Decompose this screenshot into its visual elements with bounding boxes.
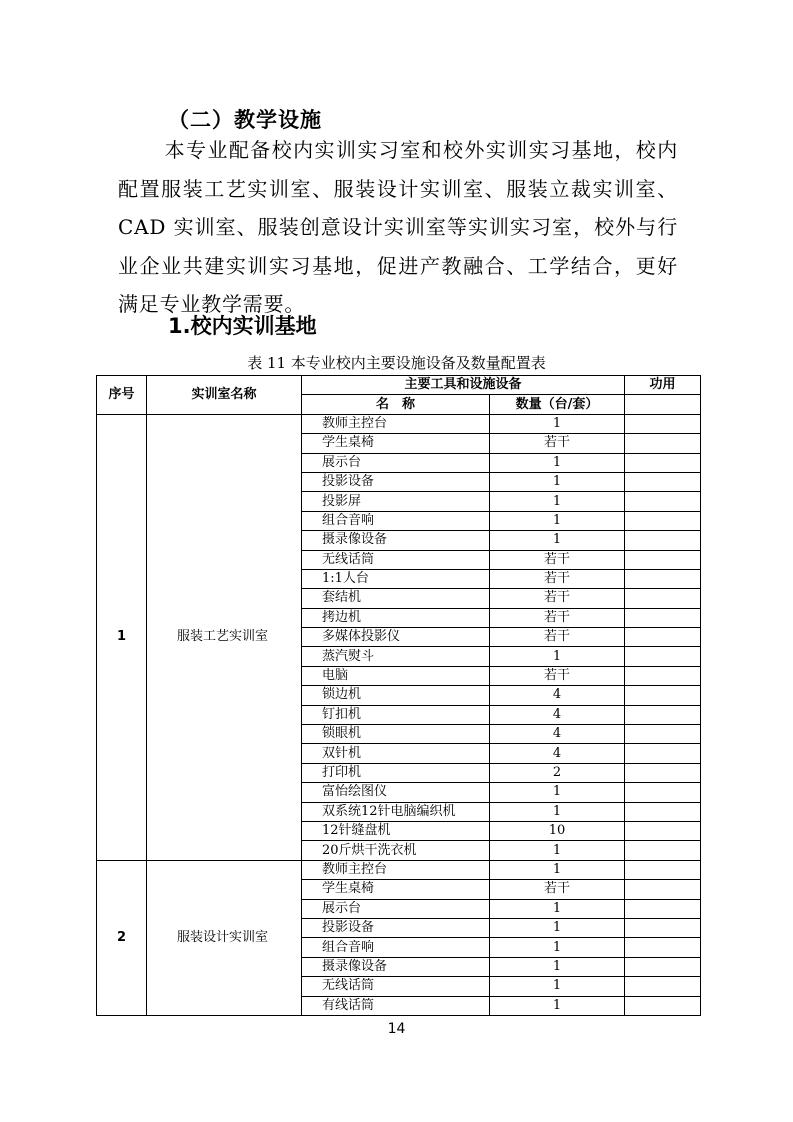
equipment-qty-cell: 若干 (490, 880, 625, 899)
equipment-function-cell (625, 918, 701, 937)
equipment-name-cell: 双针机 (302, 744, 490, 763)
equipment-qty-cell: 1 (490, 977, 625, 996)
equipment-name-cell: 20斤烘干洗衣机 (302, 841, 490, 860)
equipment-qty-cell: 1 (490, 492, 625, 511)
equipment-function-cell (625, 860, 701, 879)
equipment-function-cell (625, 821, 701, 840)
room-name-cell: 服装设计实训室 (147, 860, 302, 1015)
equipment-function-cell (625, 841, 701, 860)
equipment-qty-cell: 1 (490, 957, 625, 976)
room-seq-cell: 1 (97, 414, 147, 860)
equipment-function-cell (625, 686, 701, 705)
equipment-function-cell (625, 763, 701, 782)
equipment-qty-cell: 1 (490, 996, 625, 1015)
page-number: 14 (387, 1021, 406, 1037)
equipment-qty-cell: 1 (490, 414, 625, 433)
equipment-qty-cell: 1 (490, 647, 625, 666)
equipment-function-cell (625, 569, 701, 588)
equipment-qty-cell: 若干 (490, 569, 625, 588)
equipment-name-cell: 展示台 (302, 453, 490, 472)
equipment-function-cell (625, 957, 701, 976)
equipment-name-cell: 投影设备 (302, 918, 490, 937)
equipment-name-cell: 无线话筒 (302, 977, 490, 996)
equipment-name-cell: 有线话筒 (302, 996, 490, 1015)
equipment-function-cell (625, 725, 701, 744)
equipment-qty-cell: 10 (490, 821, 625, 840)
equipment-qty-cell: 1 (490, 511, 625, 530)
equipment-name-cell: 展示台 (302, 899, 490, 918)
equipment-function-cell (625, 434, 701, 453)
equipment-function-cell (625, 608, 701, 627)
equipment-name-cell: 学生桌椅 (302, 434, 490, 453)
body-paragraph (118, 131, 678, 324)
equipment-qty-cell: 1 (490, 783, 625, 802)
equipment-name-cell: 拷边机 (302, 608, 490, 627)
equipment-qty-cell: 1 (490, 802, 625, 821)
equipment-name-cell: 学生桌椅 (302, 880, 490, 899)
equipment-name-cell: 套结机 (302, 589, 490, 608)
equipment-function-cell (625, 802, 701, 821)
equipment-function-cell (625, 705, 701, 724)
equipment-qty-cell: 4 (490, 705, 625, 724)
table-row (97, 414, 701, 433)
equipment-name-cell: 投影屏 (302, 492, 490, 511)
equipment-qty-cell: 若干 (490, 608, 625, 627)
equipment-name-cell: 教师主控台 (302, 414, 490, 433)
equipment-function-cell (625, 977, 701, 996)
equipment-function-cell (625, 472, 701, 491)
equipment-name-cell: 摄录像设备 (302, 957, 490, 976)
equipment-qty-cell: 2 (490, 763, 625, 782)
equipment-name-cell: 锁眼机 (302, 725, 490, 744)
equipment-qty-cell: 1 (490, 860, 625, 879)
header-name: 名 称 (302, 395, 490, 414)
header-equipment-group: 主要工具和设施设备 (302, 376, 625, 395)
paragraph-text: 本专业配备校内实训实习室和校外实训实习基地，校内配置服装工艺实训室、服装设计实训室、服装立裁实训室、CAD 实训室、服装创意设计实训室等实训实习室，校外与行业企业共建实训实习基地，促进产教融合、工学结合，更好满足专业教学需要。 (118, 138, 678, 316)
equipment-qty-cell: 若干 (490, 589, 625, 608)
equipment-name-cell: 电脑 (302, 666, 490, 685)
header-function: 功用 (625, 376, 701, 395)
equipment-function-cell (625, 899, 701, 918)
equipment-function-cell (625, 531, 701, 550)
equipment-name-cell: 组合音响 (302, 938, 490, 957)
equipment-qty-cell: 1 (490, 531, 625, 550)
equipment-name-cell: 1:1人台 (302, 569, 490, 588)
equipment-function-cell (625, 880, 701, 899)
equipment-name-cell: 投影设备 (302, 472, 490, 491)
equipment-function-cell (625, 414, 701, 433)
subsection-title: 1.校内实训基地 (168, 314, 317, 338)
equipment-function-cell (625, 492, 701, 511)
equipment-function-cell (625, 744, 701, 763)
equipment-table (96, 375, 701, 1016)
equipment-name-cell: 摄录像设备 (302, 531, 490, 550)
equipment-function-cell (625, 589, 701, 608)
header-room: 实训室名称 (147, 376, 302, 415)
equipment-qty-cell: 4 (490, 725, 625, 744)
equipment-function-cell (625, 511, 701, 530)
table-caption: 表 11 本专业校内主要设施设备及数量配置表 (247, 354, 546, 372)
header-qty: 数量（台/套） (490, 395, 625, 414)
header-function-blank (625, 395, 701, 414)
equipment-qty-cell: 若干 (490, 434, 625, 453)
equipment-name-cell: 组合音响 (302, 511, 490, 530)
equipment-name-cell: 双系统12针电脑编织机 (302, 802, 490, 821)
equipment-name-cell: 教师主控台 (302, 860, 490, 879)
table-row (97, 860, 701, 879)
equipment-function-cell (625, 647, 701, 666)
equipment-name-cell: 富怡绘图仪 (302, 783, 490, 802)
equipment-name-cell: 打印机 (302, 763, 490, 782)
header-seq: 序号 (97, 376, 147, 415)
section-title: （二）教学设施 (168, 108, 322, 132)
equipment-name-cell: 12针缝盘机 (302, 821, 490, 840)
equipment-qty-cell: 若干 (490, 628, 625, 647)
equipment-qty-cell: 1 (490, 918, 625, 937)
equipment-name-cell: 无线话筒 (302, 550, 490, 569)
equipment-name-cell: 钉扣机 (302, 705, 490, 724)
room-seq-cell: 2 (97, 860, 147, 1015)
equipment-qty-cell: 1 (490, 472, 625, 491)
equipment-function-cell (625, 666, 701, 685)
equipment-name-cell: 蒸汽熨斗 (302, 647, 490, 666)
equipment-name-cell: 多媒体投影仪 (302, 628, 490, 647)
equipment-qty-cell: 若干 (490, 666, 625, 685)
equipment-qty-cell: 若干 (490, 550, 625, 569)
equipment-function-cell (625, 783, 701, 802)
equipment-function-cell (625, 453, 701, 472)
equipment-qty-cell: 1 (490, 453, 625, 472)
equipment-qty-cell: 4 (490, 744, 625, 763)
equipment-function-cell (625, 996, 701, 1015)
equipment-qty-cell: 4 (490, 686, 625, 705)
equipment-function-cell (625, 628, 701, 647)
table-body (97, 414, 701, 1015)
room-name-cell: 服装工艺实训室 (147, 414, 302, 860)
equipment-qty-cell: 1 (490, 899, 625, 918)
equipment-function-cell (625, 550, 701, 569)
equipment-name-cell: 锁边机 (302, 686, 490, 705)
equipment-qty-cell: 1 (490, 841, 625, 860)
equipment-function-cell (625, 938, 701, 957)
table-header (97, 376, 701, 415)
equipment-qty-cell: 1 (490, 938, 625, 957)
